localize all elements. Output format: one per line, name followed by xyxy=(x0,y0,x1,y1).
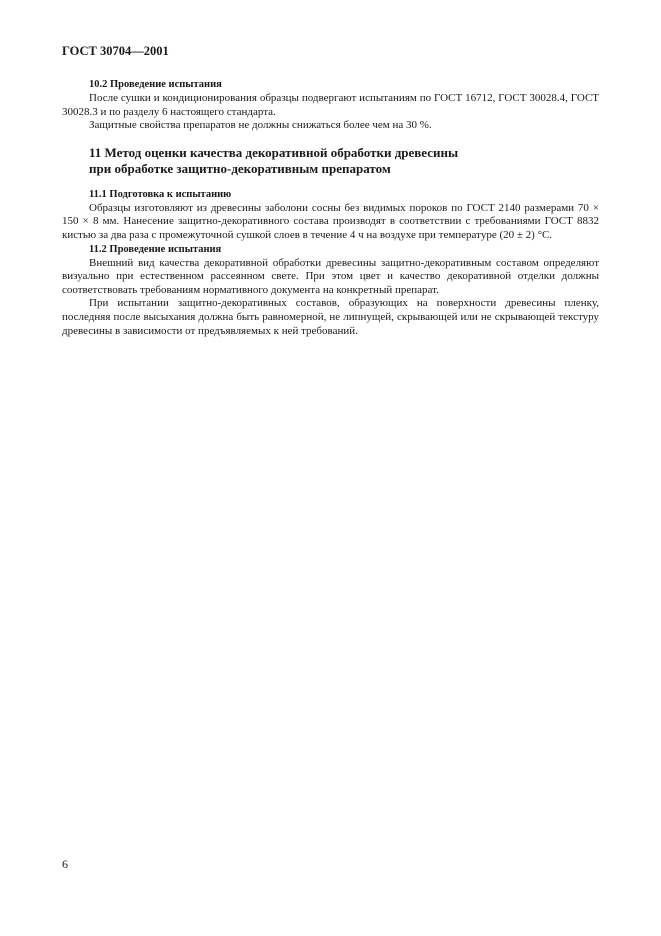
section-11-1-heading: 11.1 Подготовка к испытанию xyxy=(89,188,232,200)
page-number: 6 xyxy=(62,857,68,871)
section-11-2-heading: 11.2 Проведение испытания xyxy=(89,243,222,255)
section-10-2-paragraph-1: После сушки и кондиционирования образцы подвергают испытаниям по ГОСТ 16712, ГОСТ 30028.4, ГОСТ 30028.3 и по разделу 6 настоящего стандарта. xyxy=(62,92,599,118)
section-10-2-paragraph-2: Защитные свойства препаратов не должны снижаться более чем на 30 %. xyxy=(89,119,432,132)
section-10-2-heading: 10.2 Проведение испытания xyxy=(89,79,222,90)
section-11-1-paragraph-1: Образцы изготовляют из древесины заболони сосны без видимых пороков по ГОСТ 2140 размерами 70 × 150 × 8 мм. Нанесение защитно-декоративного состава производят в соответствии с требованиями ГОСТ 8832 кистью за два раза с промежуточной сушкой слоев в течение 4 ч на воздухе при температуре (20 ± 2) °С. xyxy=(62,201,599,241)
section-11-heading-line-1: 11 Метод оценки качества декоративной обработки древесины xyxy=(89,144,459,160)
section-11-2-paragraph-1: Внешний вид качества декоративной обработки древесины защитно-декоративным составом определяют визуально при естественном рассеянном свете. При этом цвет и качество декоративной отделки должны соответствовать требованиям нормативного документа на конкретный препарат. xyxy=(62,256,599,296)
document-body xyxy=(62,78,599,338)
section-11-heading xyxy=(89,145,599,177)
section-11-2-paragraph-2: При испытании защитно-декоративных составов, образующих на поверхности древесины пленку, последняя после высыхания должна быть равномерной, не липнущей, скрывающей или не скрывающей текстуру древесины в зависимости от предъявляемых к ней требований. xyxy=(62,297,599,337)
section-11-heading-line-2: при обработке защитно-декоративным препаратом xyxy=(89,160,391,176)
page-header-standard-code: ГОСТ 30704—2001 xyxy=(62,44,169,58)
